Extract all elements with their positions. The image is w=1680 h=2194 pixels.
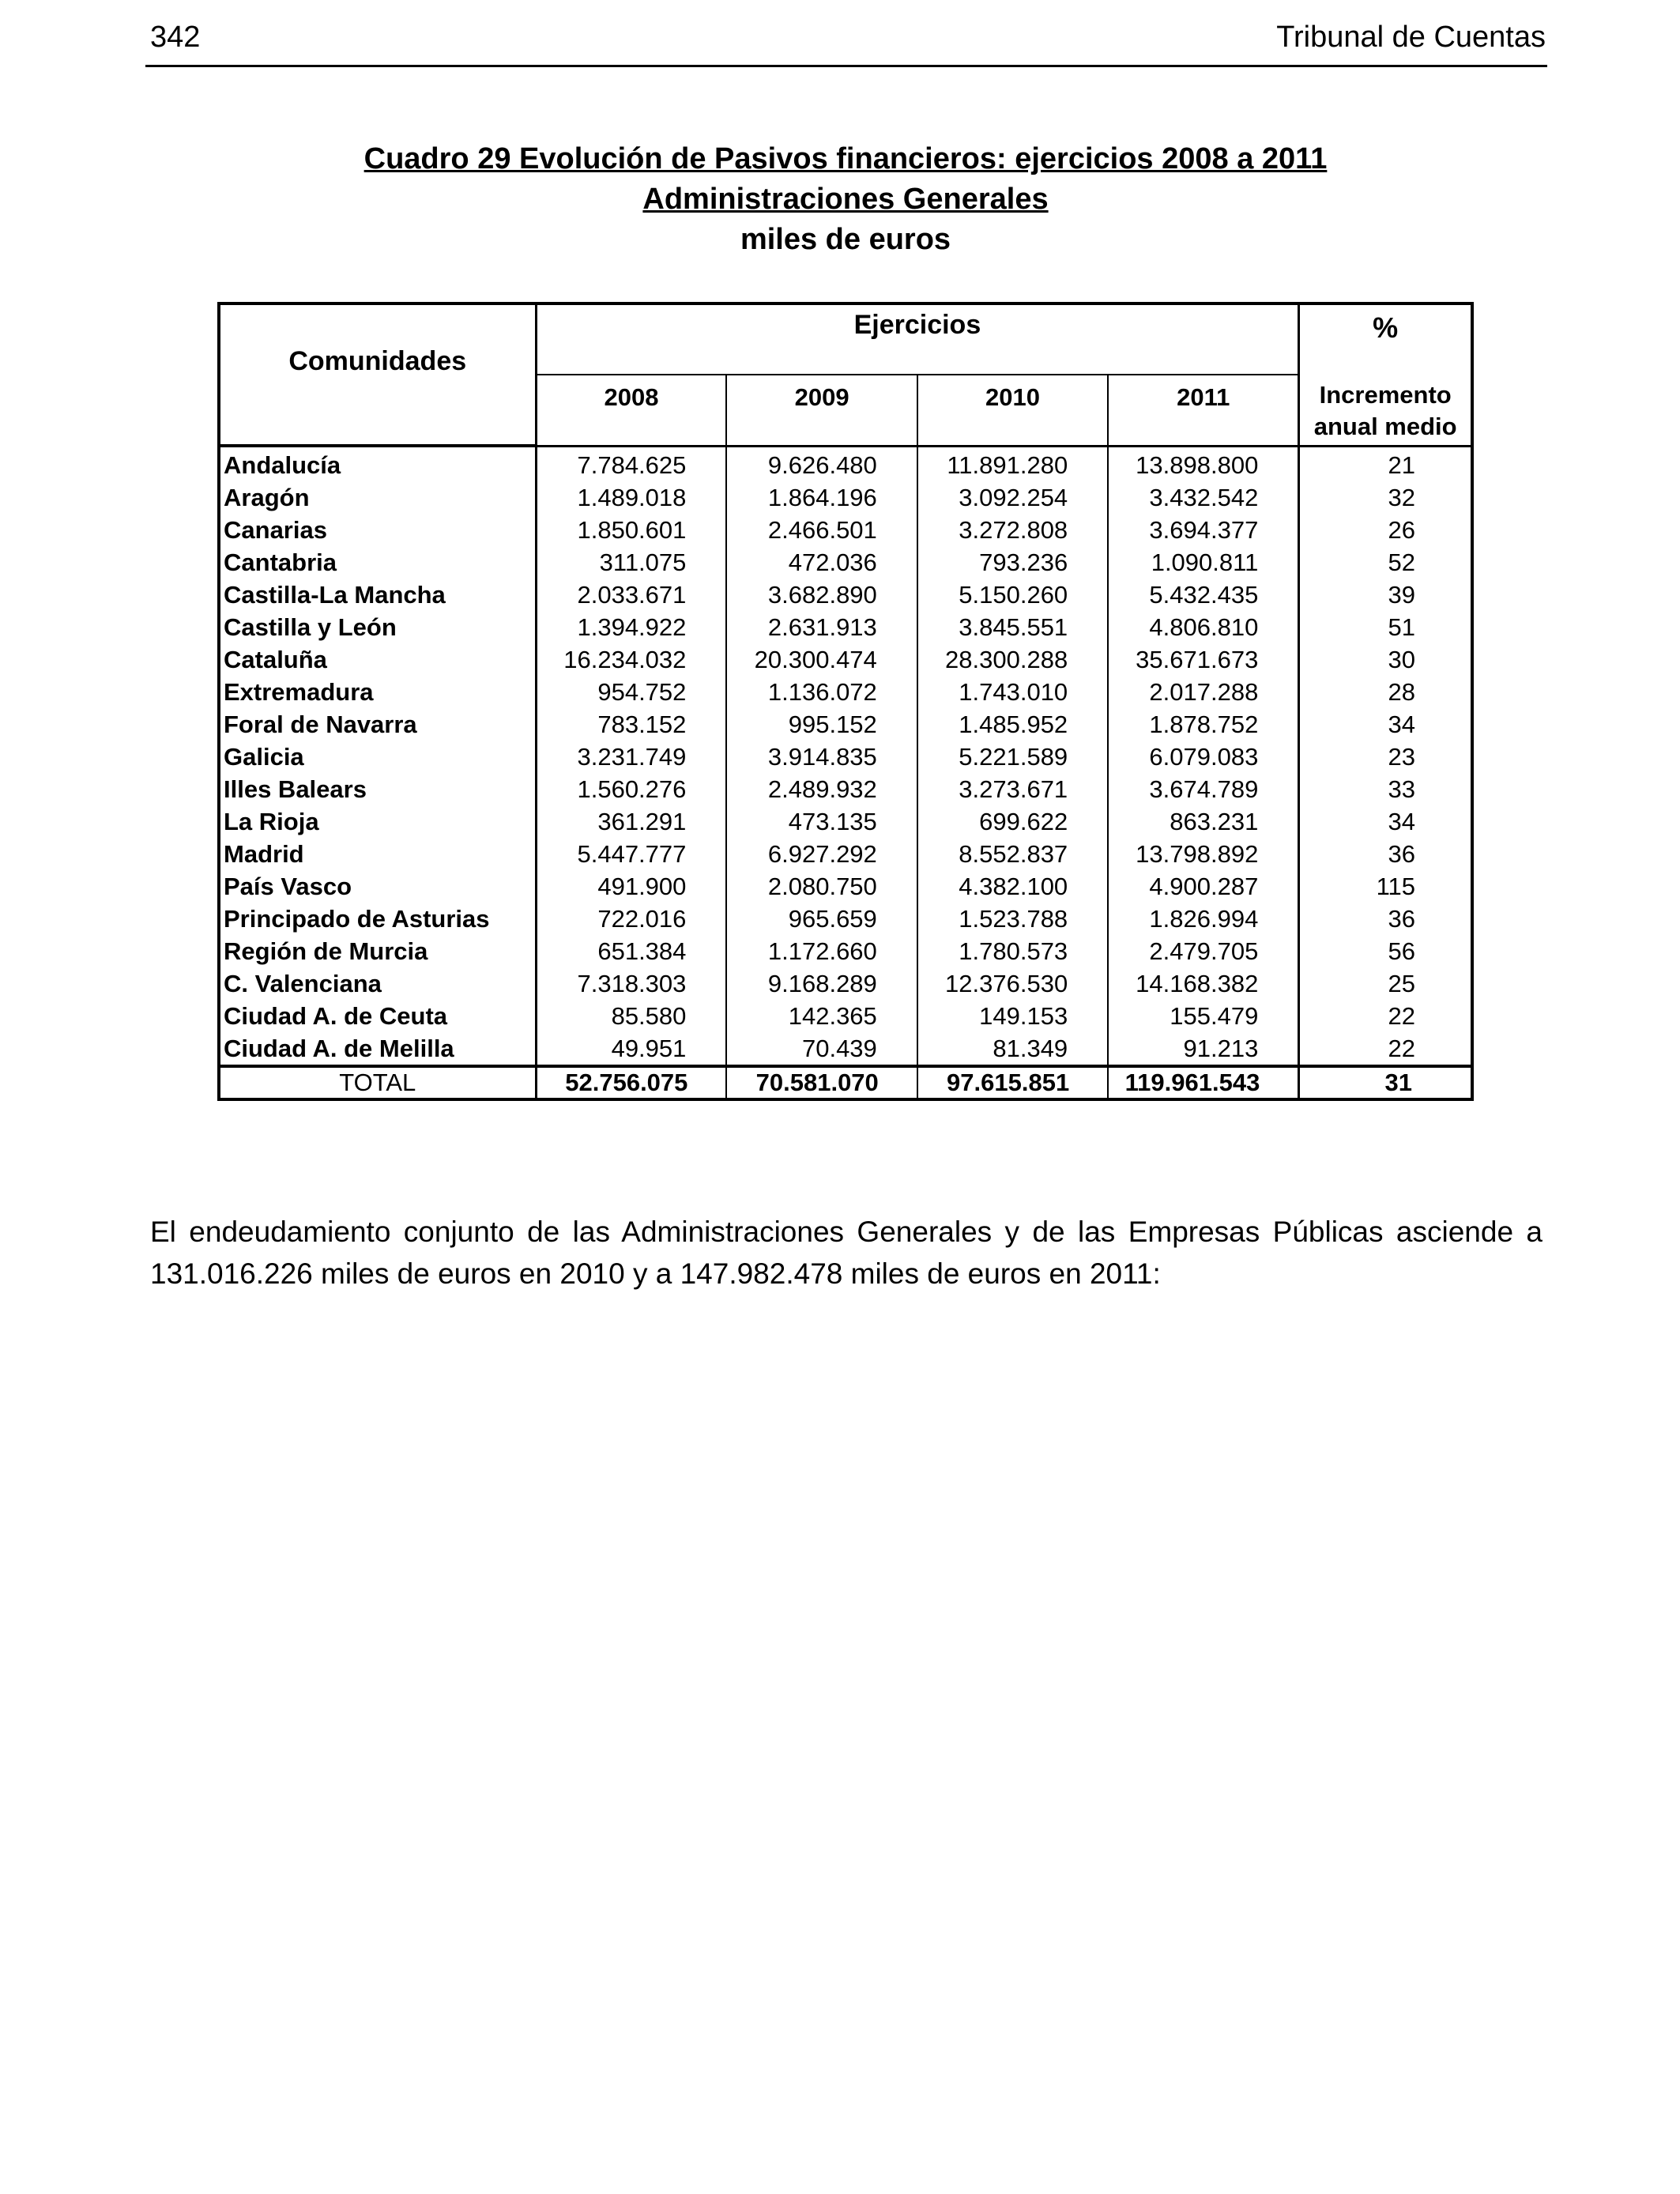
- table-row: [219, 935, 1472, 967]
- table-row: [219, 903, 1472, 935]
- table-row: [219, 676, 1472, 708]
- community-name: Aragón: [219, 481, 536, 514]
- average-annual-increase: 26: [1299, 514, 1472, 546]
- page-number: 342: [150, 21, 201, 54]
- value-2011: 2.017.288: [1108, 676, 1299, 708]
- table-row: [219, 481, 1472, 514]
- value-2009: 3.682.890: [726, 579, 917, 611]
- value-2008: 52.756.075: [536, 1066, 726, 1099]
- community-name: Cantabria: [219, 546, 536, 579]
- value-2011: 1.090.811: [1108, 546, 1299, 579]
- value-2010: 149.153: [917, 1000, 1108, 1032]
- average-annual-increase: 34: [1299, 708, 1472, 741]
- value-2010: 1.780.573: [917, 935, 1108, 967]
- average-annual-increase: 28: [1299, 676, 1472, 708]
- value-2008: 311.075: [536, 546, 726, 579]
- average-annual-increase: 39: [1299, 579, 1472, 611]
- value-2011: 35.671.673: [1108, 643, 1299, 676]
- average-annual-increase: 52: [1299, 546, 1472, 579]
- table-title-line-1: Cuadro 29 Evolución de Pasivos financieros: ejercicios 2008 a 2011: [363, 142, 1328, 175]
- value-2011: 1.878.752: [1108, 708, 1299, 741]
- average-annual-increase: 22: [1299, 1000, 1472, 1032]
- value-2009: 2.466.501: [726, 514, 917, 546]
- value-2011: 4.806.810: [1108, 611, 1299, 643]
- community-name: Illes Balears: [219, 773, 536, 805]
- community-name: C. Valenciana: [219, 967, 536, 1000]
- average-annual-increase: 36: [1299, 838, 1472, 870]
- table-row: [219, 1032, 1472, 1066]
- value-2008: 2.033.671: [536, 579, 726, 611]
- value-2011: 13.898.800: [1108, 446, 1299, 481]
- value-2008: 85.580: [536, 1000, 726, 1032]
- table-row: [219, 741, 1472, 773]
- community-name: Madrid: [219, 838, 536, 870]
- community-name: Galicia: [219, 741, 536, 773]
- table-row: [219, 446, 1472, 481]
- table-row: [219, 708, 1472, 741]
- value-2008: 1.394.922: [536, 611, 726, 643]
- value-2011: 863.231: [1108, 805, 1299, 838]
- value-2009: 6.927.292: [726, 838, 917, 870]
- value-2008: 491.900: [536, 870, 726, 903]
- value-2009: 142.365: [726, 1000, 917, 1032]
- body-paragraph: El endeudamiento conjunto de las Administraciones Generales y de las Empresas Públicas asciende a 131.016.226 miles de euros en 2010 y a 147.982.478 miles de euros en 2011:: [150, 1216, 1543, 1290]
- value-2009: 9.168.289: [726, 967, 917, 1000]
- value-2011: 2.479.705: [1108, 935, 1299, 967]
- community-name: TOTAL: [219, 1066, 536, 1099]
- total-row: [219, 1066, 1472, 1099]
- value-2011: 1.826.994: [1108, 903, 1299, 935]
- average-annual-increase: 21: [1299, 446, 1472, 481]
- value-2008: 49.951: [536, 1032, 726, 1066]
- value-2011: 3.674.789: [1108, 773, 1299, 805]
- column-header-percent: %: [1299, 303, 1472, 375]
- column-header-ejercicios: Ejercicios: [536, 303, 1299, 375]
- average-annual-increase: 22: [1299, 1032, 1472, 1066]
- value-2009: 1.136.072: [726, 676, 917, 708]
- value-2008: 7.784.625: [536, 446, 726, 481]
- average-annual-increase: 34: [1299, 805, 1472, 838]
- value-2011: 4.900.287: [1108, 870, 1299, 903]
- value-2010: 3.092.254: [917, 481, 1108, 514]
- value-2010: 1.523.788: [917, 903, 1108, 935]
- value-2009: 2.080.750: [726, 870, 917, 903]
- table-row: [219, 838, 1472, 870]
- value-2011: 3.694.377: [1108, 514, 1299, 546]
- column-header-year: 2008: [536, 375, 726, 446]
- value-2009: 20.300.474: [726, 643, 917, 676]
- value-2010: 8.552.837: [917, 838, 1108, 870]
- value-2011: 14.168.382: [1108, 967, 1299, 1000]
- community-name: Región de Murcia: [219, 935, 536, 967]
- value-2008: 1.850.601: [536, 514, 726, 546]
- community-name: Andalucía: [219, 446, 536, 481]
- value-2009: 995.152: [726, 708, 917, 741]
- value-2009: 70.581.070: [726, 1066, 917, 1099]
- table-row: [219, 514, 1472, 546]
- average-annual-increase: 51: [1299, 611, 1472, 643]
- column-header-year: 2011: [1108, 375, 1299, 446]
- value-2008: 16.234.032: [536, 643, 726, 676]
- value-2011: 91.213: [1108, 1032, 1299, 1066]
- average-annual-increase: 31: [1299, 1066, 1472, 1099]
- average-annual-increase: 115: [1299, 870, 1472, 903]
- community-name: Ciudad A. de Melilla: [219, 1032, 536, 1066]
- average-annual-increase: 23: [1299, 741, 1472, 773]
- incremento-line-1: Incremento: [1319, 381, 1452, 409]
- value-2008: 361.291: [536, 805, 726, 838]
- average-annual-increase: 32: [1299, 481, 1472, 514]
- value-2010: 81.349: [917, 1032, 1108, 1066]
- value-2009: 472.036: [726, 546, 917, 579]
- community-name: Foral de Navarra: [219, 708, 536, 741]
- value-2008: 651.384: [536, 935, 726, 967]
- table-title: [0, 139, 1680, 260]
- running-title: Tribunal de Cuentas: [1276, 21, 1546, 54]
- table-row: [219, 546, 1472, 579]
- value-2009: 1.864.196: [726, 481, 917, 514]
- value-2008: 3.231.749: [536, 741, 726, 773]
- value-2008: 722.016: [536, 903, 726, 935]
- value-2009: 2.631.913: [726, 611, 917, 643]
- value-2008: 1.489.018: [536, 481, 726, 514]
- column-header-comunidades: Comunidades: [219, 303, 536, 446]
- value-2011: 6.079.083: [1108, 741, 1299, 773]
- community-name: Extremadura: [219, 676, 536, 708]
- table-row: [219, 773, 1472, 805]
- value-2009: 70.439: [726, 1032, 917, 1066]
- value-2011: 155.479: [1108, 1000, 1299, 1032]
- value-2010: 12.376.530: [917, 967, 1108, 1000]
- community-name: País Vasco: [219, 870, 536, 903]
- table-row: [219, 579, 1472, 611]
- value-2009: 965.659: [726, 903, 917, 935]
- average-annual-increase: 30: [1299, 643, 1472, 676]
- value-2008: 1.560.276: [536, 773, 726, 805]
- table-row: [219, 967, 1472, 1000]
- community-name: Cataluña: [219, 643, 536, 676]
- value-2008: 7.318.303: [536, 967, 726, 1000]
- average-annual-increase: 25: [1299, 967, 1472, 1000]
- value-2008: 783.152: [536, 708, 726, 741]
- average-annual-increase: 33: [1299, 773, 1472, 805]
- table-row: [219, 805, 1472, 838]
- column-header-year: 2010: [917, 375, 1108, 446]
- value-2008: 954.752: [536, 676, 726, 708]
- table-row: [219, 643, 1472, 676]
- value-2010: 28.300.288: [917, 643, 1108, 676]
- value-2010: 5.150.260: [917, 579, 1108, 611]
- value-2010: 1.485.952: [917, 708, 1108, 741]
- community-name: Canarias: [219, 514, 536, 546]
- value-2011: 119.961.543: [1108, 1066, 1299, 1099]
- value-2009: 473.135: [726, 805, 917, 838]
- table-row: [219, 1000, 1472, 1032]
- value-2011: 5.432.435: [1108, 579, 1299, 611]
- column-header-year: 2009: [726, 375, 917, 446]
- value-2010: 3.272.808: [917, 514, 1108, 546]
- value-2011: 3.432.542: [1108, 481, 1299, 514]
- community-name: La Rioja: [219, 805, 536, 838]
- value-2009: 3.914.835: [726, 741, 917, 773]
- value-2010: 11.891.280: [917, 446, 1108, 481]
- community-name: Castilla-La Mancha: [219, 579, 536, 611]
- table-body: [219, 446, 1472, 1099]
- value-2011: 13.798.892: [1108, 838, 1299, 870]
- value-2010: 793.236: [917, 546, 1108, 579]
- liabilities-table: [217, 302, 1474, 1101]
- table-title-line-3: miles de euros: [740, 223, 951, 256]
- value-2010: 5.221.589: [917, 741, 1108, 773]
- average-annual-increase: 36: [1299, 903, 1472, 935]
- value-2009: 2.489.932: [726, 773, 917, 805]
- value-2009: 1.172.660: [726, 935, 917, 967]
- value-2010: 97.615.851: [917, 1066, 1108, 1099]
- value-2010: 3.845.551: [917, 611, 1108, 643]
- value-2010: 699.622: [917, 805, 1108, 838]
- table-title-line-2: Administraciones Generales: [642, 183, 1049, 216]
- page-header: [145, 21, 1547, 67]
- value-2010: 3.273.671: [917, 773, 1108, 805]
- value-2009: 9.626.480: [726, 446, 917, 481]
- value-2010: 4.382.100: [917, 870, 1108, 903]
- value-2010: 1.743.010: [917, 676, 1108, 708]
- table-row: [219, 611, 1472, 643]
- table-row: [219, 870, 1472, 903]
- value-2008: 5.447.777: [536, 838, 726, 870]
- incremento-line-2: anual medio: [1313, 413, 1457, 440]
- column-header-incremento: [1299, 375, 1472, 446]
- average-annual-increase: 56: [1299, 935, 1472, 967]
- community-name: Principado de Asturias: [219, 903, 536, 935]
- community-name: Castilla y León: [219, 611, 536, 643]
- community-name: Ciudad A. de Ceuta: [219, 1000, 536, 1032]
